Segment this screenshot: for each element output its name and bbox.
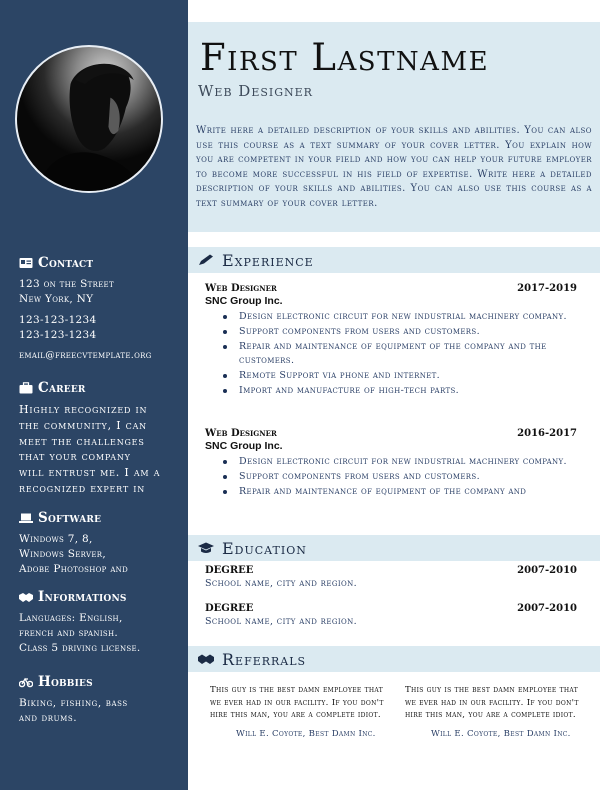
job-title: Web Designer	[205, 283, 277, 294]
list-item: Support components from users and customers.	[223, 325, 577, 339]
software-text: Windows 7, 8, Windows Server, Adobe Photoshop and	[19, 533, 129, 576]
profile-photo	[15, 45, 163, 193]
school-name: School name, city and region.	[205, 578, 358, 589]
referral-quote: This guy is the best damn employee that we ever had in our facility. If you don't hire this man, you are a complete idiot.	[405, 685, 579, 721]
contact-heading	[19, 255, 181, 271]
resume-header	[188, 22, 600, 232]
education-entry	[205, 603, 577, 627]
briefcase-icon	[19, 382, 33, 394]
referral-quote: This guy is the best damn employee that we ever had in our facility. If you don't hire this man, you are a complete idiot.	[210, 685, 384, 721]
hobbies-text: Biking, fishing, bass and drums.	[19, 697, 128, 725]
referral-author: Will E. Coyote, Best Damn Inc.	[236, 728, 376, 739]
list-item: Repair and maintenance of equipment of the company and	[223, 485, 577, 499]
education-title: Education	[222, 538, 307, 558]
job-duties	[223, 455, 577, 499]
candidate-role: Web Designer	[198, 82, 313, 100]
contact-title: Contact	[38, 255, 94, 271]
list-item: Repair and maintenance of equipment of the company and the customers.	[223, 340, 577, 367]
education-heading	[188, 535, 600, 561]
list-item: Design electronic circuit for new industrial machinery company.	[223, 310, 577, 324]
contact-phones: 123-123-1234 123-123-1234	[19, 314, 97, 341]
candidate-name: First Lastname	[200, 36, 490, 79]
contact-email[interactable]: email@freecvtemplate.org	[19, 350, 152, 361]
id-card-icon	[19, 257, 33, 269]
education-entry	[205, 565, 577, 589]
job-years: 2016-2017	[517, 428, 577, 439]
software-section	[19, 510, 181, 578]
informations-heading	[19, 589, 181, 605]
referrals-heading	[188, 646, 600, 672]
informations-title: Informations	[38, 589, 127, 605]
experience-entry	[205, 428, 577, 500]
handshake-icon	[198, 653, 214, 665]
list-item: Design electronic circuit for new industrial machinery company.	[223, 455, 577, 469]
software-title: Software	[38, 510, 102, 526]
referral-card	[210, 684, 390, 740]
informations-text: Languages: English, french and spanish. Class 5 driving license.	[19, 612, 141, 655]
experience-entry	[205, 283, 577, 399]
career-text: Highly recognized in the community, I can meet the challenges that your company will entrust me. I am a recognized expert in	[19, 403, 161, 495]
list-item: Import and manufacture of high-tech parts.	[223, 384, 577, 398]
handshake-icon	[19, 591, 33, 603]
job-duties	[223, 310, 577, 398]
sidebar	[0, 0, 188, 790]
degree-years: 2007-2010	[517, 603, 577, 614]
contact-section	[19, 255, 181, 363]
school-name: School name, city and region.	[205, 616, 358, 627]
career-section	[19, 380, 181, 497]
job-title: Web Designer	[205, 428, 277, 439]
pen-icon	[198, 254, 214, 266]
degree-years: 2007-2010	[517, 565, 577, 576]
experience-heading	[188, 247, 600, 273]
degree-title: DEGREE	[205, 565, 254, 576]
experience-title: Experience	[222, 250, 314, 270]
job-company: SNC Group Inc.	[205, 295, 283, 307]
software-heading	[19, 510, 181, 526]
referral-card	[405, 684, 585, 740]
career-title: Career	[38, 380, 86, 396]
degree-title: DEGREE	[205, 603, 254, 614]
list-item: Remote Support via phone and internet.	[223, 369, 577, 383]
hobbies-section	[19, 674, 181, 726]
laptop-icon	[19, 512, 33, 524]
referral-author: Will E. Coyote, Best Damn Inc.	[431, 728, 571, 739]
informations-section	[19, 589, 181, 657]
career-heading	[19, 380, 181, 396]
profile-summary: Write here a detailed description of your skills and abilities. You can also use this course as a text summary of your cover letter. You explain how you are competent in your field and how you can help your future employer to become more successful in his field of expertise. Write here a detailed description of your skills and abilities. You can also use this course as a text summary of your cover letter.	[196, 125, 592, 209]
job-years: 2017-2019	[517, 283, 577, 294]
graduation-cap-icon	[198, 542, 214, 554]
referrals-title: Referrals	[222, 649, 307, 669]
job-company: SNC Group Inc.	[205, 440, 283, 452]
bicycle-icon	[19, 676, 33, 688]
hobbies-heading	[19, 674, 181, 690]
contact-address: 123 on the Street New York, NY	[19, 278, 114, 305]
hobbies-title: Hobbies	[38, 674, 93, 690]
list-item: Support components from users and customers.	[223, 470, 577, 484]
